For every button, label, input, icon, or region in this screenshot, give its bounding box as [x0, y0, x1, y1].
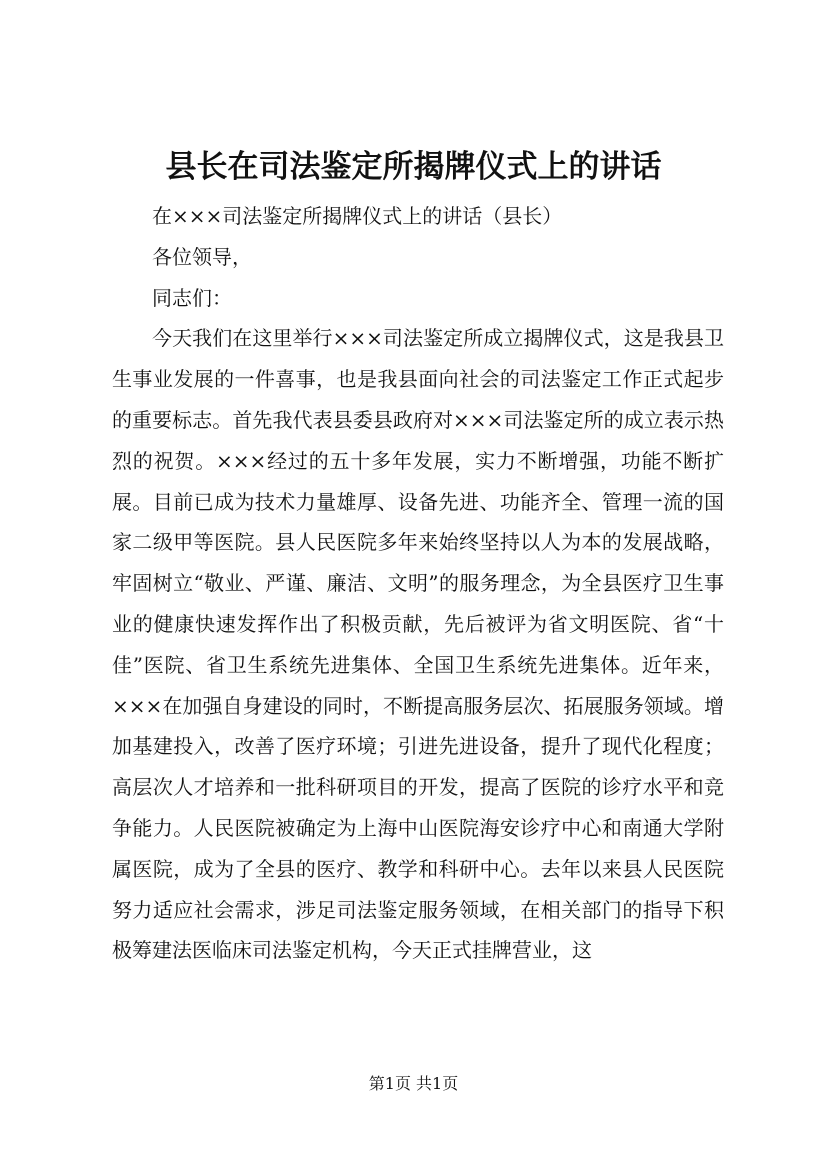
paragraph-salutation-leaders: 各位领导， — [152, 244, 252, 269]
document-title: 县长在司法鉴定所揭牌仪式上的讲话 — [165, 149, 662, 185]
document-body — [112, 196, 724, 971]
paragraph-main: 今天我们在这里举行×××司法鉴定所成立揭牌仪式，这是我县卫生事业发展的一件喜事，也是我县面向社会的司法鉴定工作正式起步的重要标志。首先我代表县委县政府对×××司法鉴定所的成立表示热烈的祝贺。×××经过的五十多年发展，实力不断增强，功能不断扩展。目前已成为技术力量雄厚、设备先进、功能齐全、管理一流的国家二级甲等医院。县人民医院多年来始终坚持以人为本的发展战略，牢固树立“敬业、严谨、廉洁、文明”的服务理念，为全县医疗卫生事业的健康快速发挥作出了积极贡献，先后被评为省文明医院、省“十佳”医院、省卫生系统先进集体、全国卫生系统先进集体。近年来，×××在加强自身建设的同时，不断提高服务层次、拓展服务领域。增加基建投入，改善了医疗环境；引进先进设备，提升了现代化程度；高层次人才培养和一批科研项目的开发，提高了医院的诊疗水平和竞争能力。人民医院被确定为上海中山医院海安诊疗中心和南通大学附属医院，成为了全县的医疗、教学和科研中心。去年以来县人民医院努力适应社会需求，涉足司法鉴定服务领域，在相关部门的指导下积极筹建法医临床司法鉴定机构，今天正式挂牌营业，这 — [112, 326, 724, 963]
page-footer: 第1页 共1页 — [368, 1074, 459, 1093]
paragraph-salutation-comrades: 同志们： — [152, 285, 232, 310]
paragraph-subtitle: 在×××司法鉴定所揭牌仪式上的讲话（县长） — [152, 204, 563, 228]
